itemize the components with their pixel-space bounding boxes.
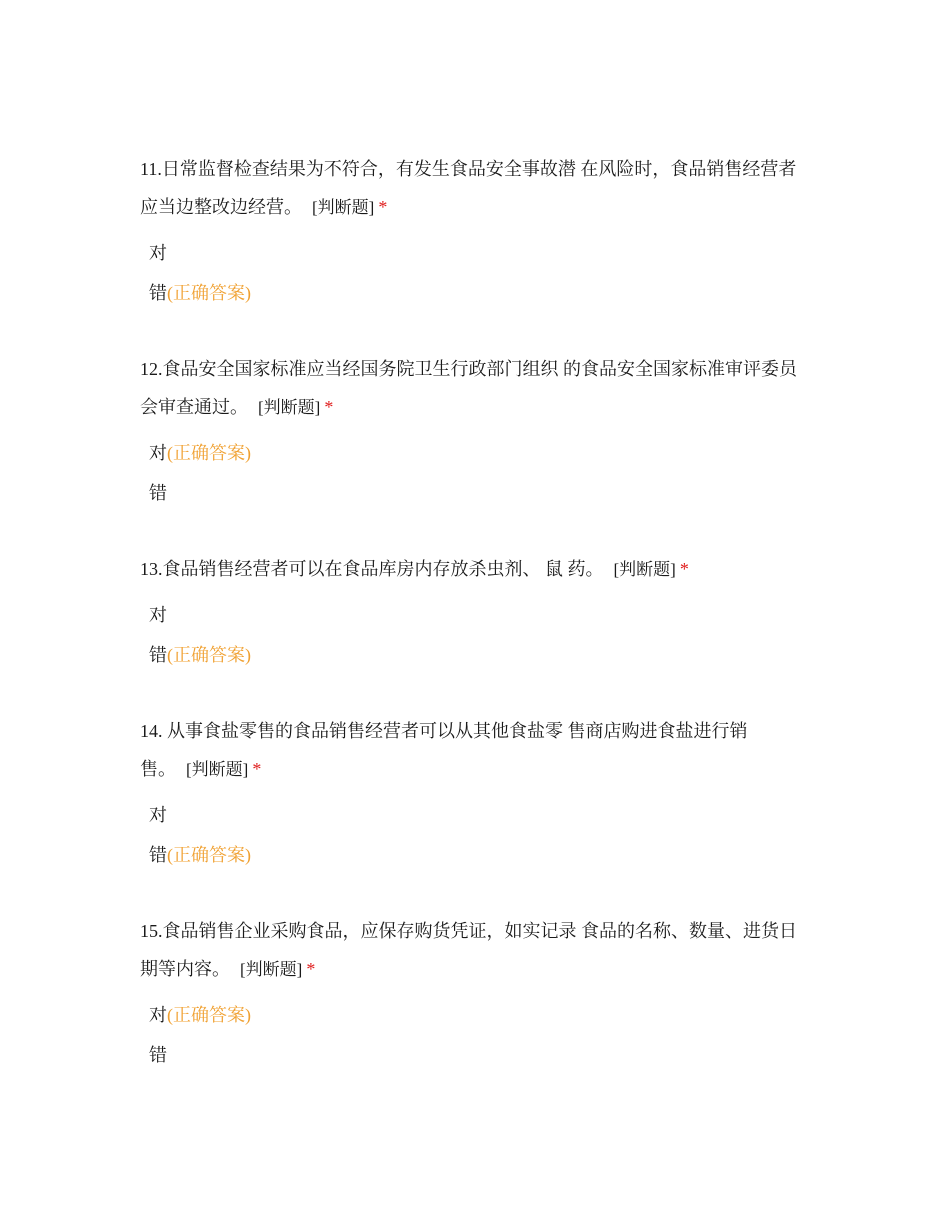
option-label: 错 [149, 283, 167, 303]
question-type-tag: [判断题] [240, 960, 303, 979]
option-true[interactable] [149, 1003, 808, 1027]
question-13 [140, 550, 808, 667]
option-true[interactable] [149, 241, 808, 265]
option-false[interactable] [149, 843, 808, 867]
option-false[interactable] [149, 643, 808, 667]
question-text: 13.食品销售经营者可以在食品库房内存放杀虫剂、 鼠 药。 [140, 559, 604, 579]
option-label: 对 [149, 605, 167, 625]
required-asterisk: * [324, 397, 334, 417]
question-type-tag: [判断题] [186, 760, 249, 779]
option-label: 错 [149, 845, 167, 865]
question-text-block [140, 912, 808, 989]
question-text-block [140, 712, 780, 789]
required-asterisk: * [679, 559, 689, 579]
option-label: 错 [149, 645, 167, 665]
correct-answer-mark: (正确答案) [167, 645, 251, 665]
question-15 [140, 912, 808, 1067]
option-label: 对 [149, 243, 167, 263]
required-asterisk: * [306, 959, 316, 979]
option-label: 对 [149, 443, 167, 463]
option-true[interactable] [149, 441, 808, 465]
correct-answer-mark: (正确答案) [167, 443, 251, 463]
option-label: 对 [149, 1005, 167, 1025]
option-label: 错 [149, 1045, 167, 1065]
question-type-tag: [判断题] [312, 198, 375, 217]
question-text-block [140, 350, 808, 427]
option-false[interactable] [149, 1043, 808, 1067]
option-label: 错 [149, 483, 167, 503]
correct-answer-mark: (正确答案) [167, 845, 251, 865]
correct-answer-mark: (正确答案) [167, 283, 251, 303]
question-type-tag: [判断题] [258, 398, 321, 417]
question-text: 14. 从事食盐零售的食品销售经营者可以从其他食盐零 售商店购进食盐进行销售。 [140, 721, 748, 779]
option-true[interactable] [149, 603, 808, 627]
required-asterisk: * [252, 759, 262, 779]
option-true[interactable] [149, 803, 808, 827]
correct-answer-mark: (正确答案) [167, 1005, 251, 1025]
question-text-block [140, 550, 808, 589]
question-text: 11.日常监督检查结果为不符合，有发生食品安全事故潜 在风险时，食品销售经营者应当边整改边经营。 [140, 159, 797, 217]
question-text: 15.食品销售企业采购食品，应保存购货凭证，如实记录 食品的名称、数量、进货日期等内容。 [140, 921, 797, 979]
question-11 [140, 150, 808, 305]
question-14 [140, 712, 808, 867]
required-asterisk: * [378, 197, 388, 217]
option-false[interactable] [149, 481, 808, 505]
question-type-tag: [判断题] [613, 560, 676, 579]
option-label: 对 [149, 805, 167, 825]
option-false[interactable] [149, 281, 808, 305]
question-text-block [140, 150, 808, 227]
question-text: 12.食品安全国家标准应当经国务院卫生行政部门组织 的食品安全国家标准审评委员会审查通过。 [140, 359, 797, 417]
question-12 [140, 350, 808, 505]
